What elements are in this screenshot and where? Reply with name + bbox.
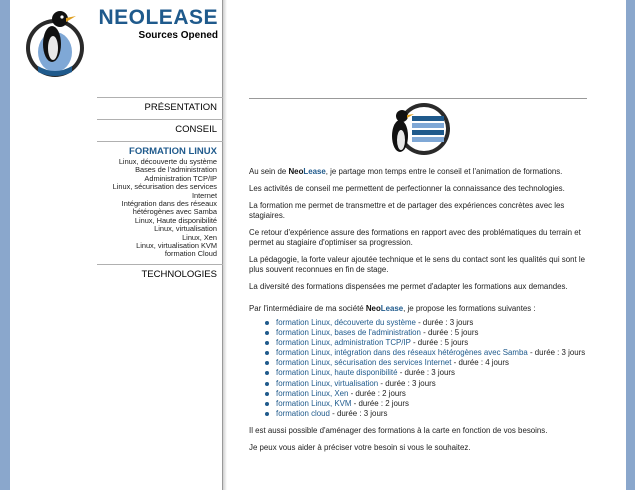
- list-item: formation Linux, Xen - durée : 2 jours: [265, 389, 587, 399]
- paragraph-retour: Ce retour d'expérience assure des formations en rapport avec des problématiques du terrain et permet au stagiaire d'optimiser sa progression.: [249, 228, 581, 247]
- formation-link[interactable]: formation Linux, administration TCP/IP: [276, 338, 411, 348]
- list-item: formation Linux, bases de l'administration - durée : 5 jours: [265, 328, 587, 338]
- penguin-logo-icon[interactable]: [24, 6, 86, 78]
- page: [10, 0, 626, 490]
- content-divider: [249, 98, 587, 99]
- formation-link[interactable]: formation Linux, haute disponibilité: [276, 368, 398, 378]
- formation-link[interactable]: formation Linux, Xen: [276, 388, 349, 398]
- paragraph-diversite: La diversité des formations dispensées me permet d'adapter les formations aux demandes.: [249, 282, 568, 291]
- list-item: formation Linux, administration TCP/IP - durée : 5 jours: [265, 338, 587, 348]
- formation-link[interactable]: formation Linux, sécurisation des services Internet: [276, 358, 452, 368]
- subnav-item[interactable]: Linux, Haute disponibilité: [134, 215, 217, 225]
- sidebar: [10, 0, 223, 490]
- list-item: formation cloud - durée : 3 jours: [265, 409, 587, 419]
- paragraph-aide: Je peux vous aider à préciser votre besoin si vous le souhaitez.: [249, 442, 471, 452]
- formation-link[interactable]: formation Linux, KVM: [276, 398, 352, 408]
- nav-item-technologies[interactable]: TECHNOLOGIES: [97, 264, 223, 286]
- brand-inline: NeoLease: [365, 304, 404, 313]
- subnav-item[interactable]: Linux, sécurisation des services: [112, 182, 217, 192]
- list-item: formation Linux, virtualisation - durée : 3 jours: [265, 379, 587, 389]
- subnav-formation: [97, 158, 223, 264]
- nav-item-formation-linux[interactable]: FORMATION LINUX: [97, 141, 223, 158]
- brand-name: NEOLEASE: [98, 6, 218, 29]
- list-item: formation Linux, haute disponibilité - durée : 3 jours: [265, 368, 587, 378]
- formation-link[interactable]: formation Linux, virtualisation: [276, 378, 379, 388]
- formation-link[interactable]: formation Linux, bases de l'administration: [276, 328, 421, 338]
- paragraph-a-la-carte: Il est aussi possible d'aménager des formations à la carte en fonction de vos besoins.: [249, 425, 548, 435]
- subnav-item[interactable]: Internet: [191, 190, 217, 200]
- paragraph-intro: Au sein de NeoLease, je partage mon temps entre le conseil et l'animation de formations.: [249, 167, 563, 176]
- paragraph-pedagogie: La pédagogie, la forte valeur ajoutée technique et le sens du contact sont les qualités qui sont le plus souvent reconnues en fin de stage.: [249, 255, 586, 274]
- brand-tagline: Sources Opened: [138, 30, 218, 41]
- nav-item-presentation[interactable]: PRÉSENTATION: [97, 97, 223, 119]
- paragraph-formation: La formation me permet de transmettre et de partager des expériences concrètes avec les stagiaires.: [249, 201, 565, 220]
- formation-link[interactable]: formation Linux, découverte du système: [276, 318, 416, 327]
- subnav-item[interactable]: Linux, découverte du système: [118, 157, 217, 166]
- list-item: formation Linux, intégration dans des réseaux hétérogènes avec Samba - durée : 3 jours: [265, 348, 587, 358]
- subnav-item[interactable]: Bases de l'administration: [135, 165, 217, 175]
- subnav-item[interactable]: Intégration dans des réseaux: [121, 199, 217, 209]
- formation-link[interactable]: formation cloud: [276, 408, 330, 418]
- sidebar-divider: [223, 0, 227, 490]
- subnav-item[interactable]: formation Cloud: [164, 249, 217, 259]
- brand-inline: NeoLease: [288, 167, 326, 176]
- subnav-item[interactable]: Linux, virtualisation: [154, 224, 217, 234]
- penguin-books-icon: [382, 102, 452, 156]
- brand-logo[interactable]: [98, 6, 218, 41]
- subnav-item[interactable]: hétérogènes avec Samba: [132, 207, 217, 217]
- formations-list: [265, 318, 587, 419]
- subnav-item[interactable]: Linux, Xen: [182, 232, 217, 242]
- subnav-item[interactable]: Administration TCP/IP: [144, 173, 217, 183]
- paragraph-conseil: Les activités de conseil me permettent de perfectionner la connaissance des technologies.: [249, 184, 565, 193]
- list-item: formation Linux, sécurisation des services Internet - durée : 4 jours: [265, 358, 587, 368]
- formation-link[interactable]: formation Linux, intégration dans des réseaux hétérogènes avec Samba: [276, 348, 528, 358]
- paragraph-intermediaire: Par l'intermédiaire de ma société NeoLease, je propose les formations suivantes :: [249, 304, 536, 313]
- sidebar-nav: [97, 97, 223, 286]
- list-item: formation Linux, KVM - durée : 2 jours: [265, 399, 587, 409]
- content-text: [249, 167, 587, 460]
- list-item: formation Linux, découverte du système - durée : 3 jours: [265, 318, 587, 328]
- subnav-item[interactable]: Linux, virtualisation KVM: [136, 241, 217, 251]
- nav-item-conseil[interactable]: CONSEIL: [97, 119, 223, 141]
